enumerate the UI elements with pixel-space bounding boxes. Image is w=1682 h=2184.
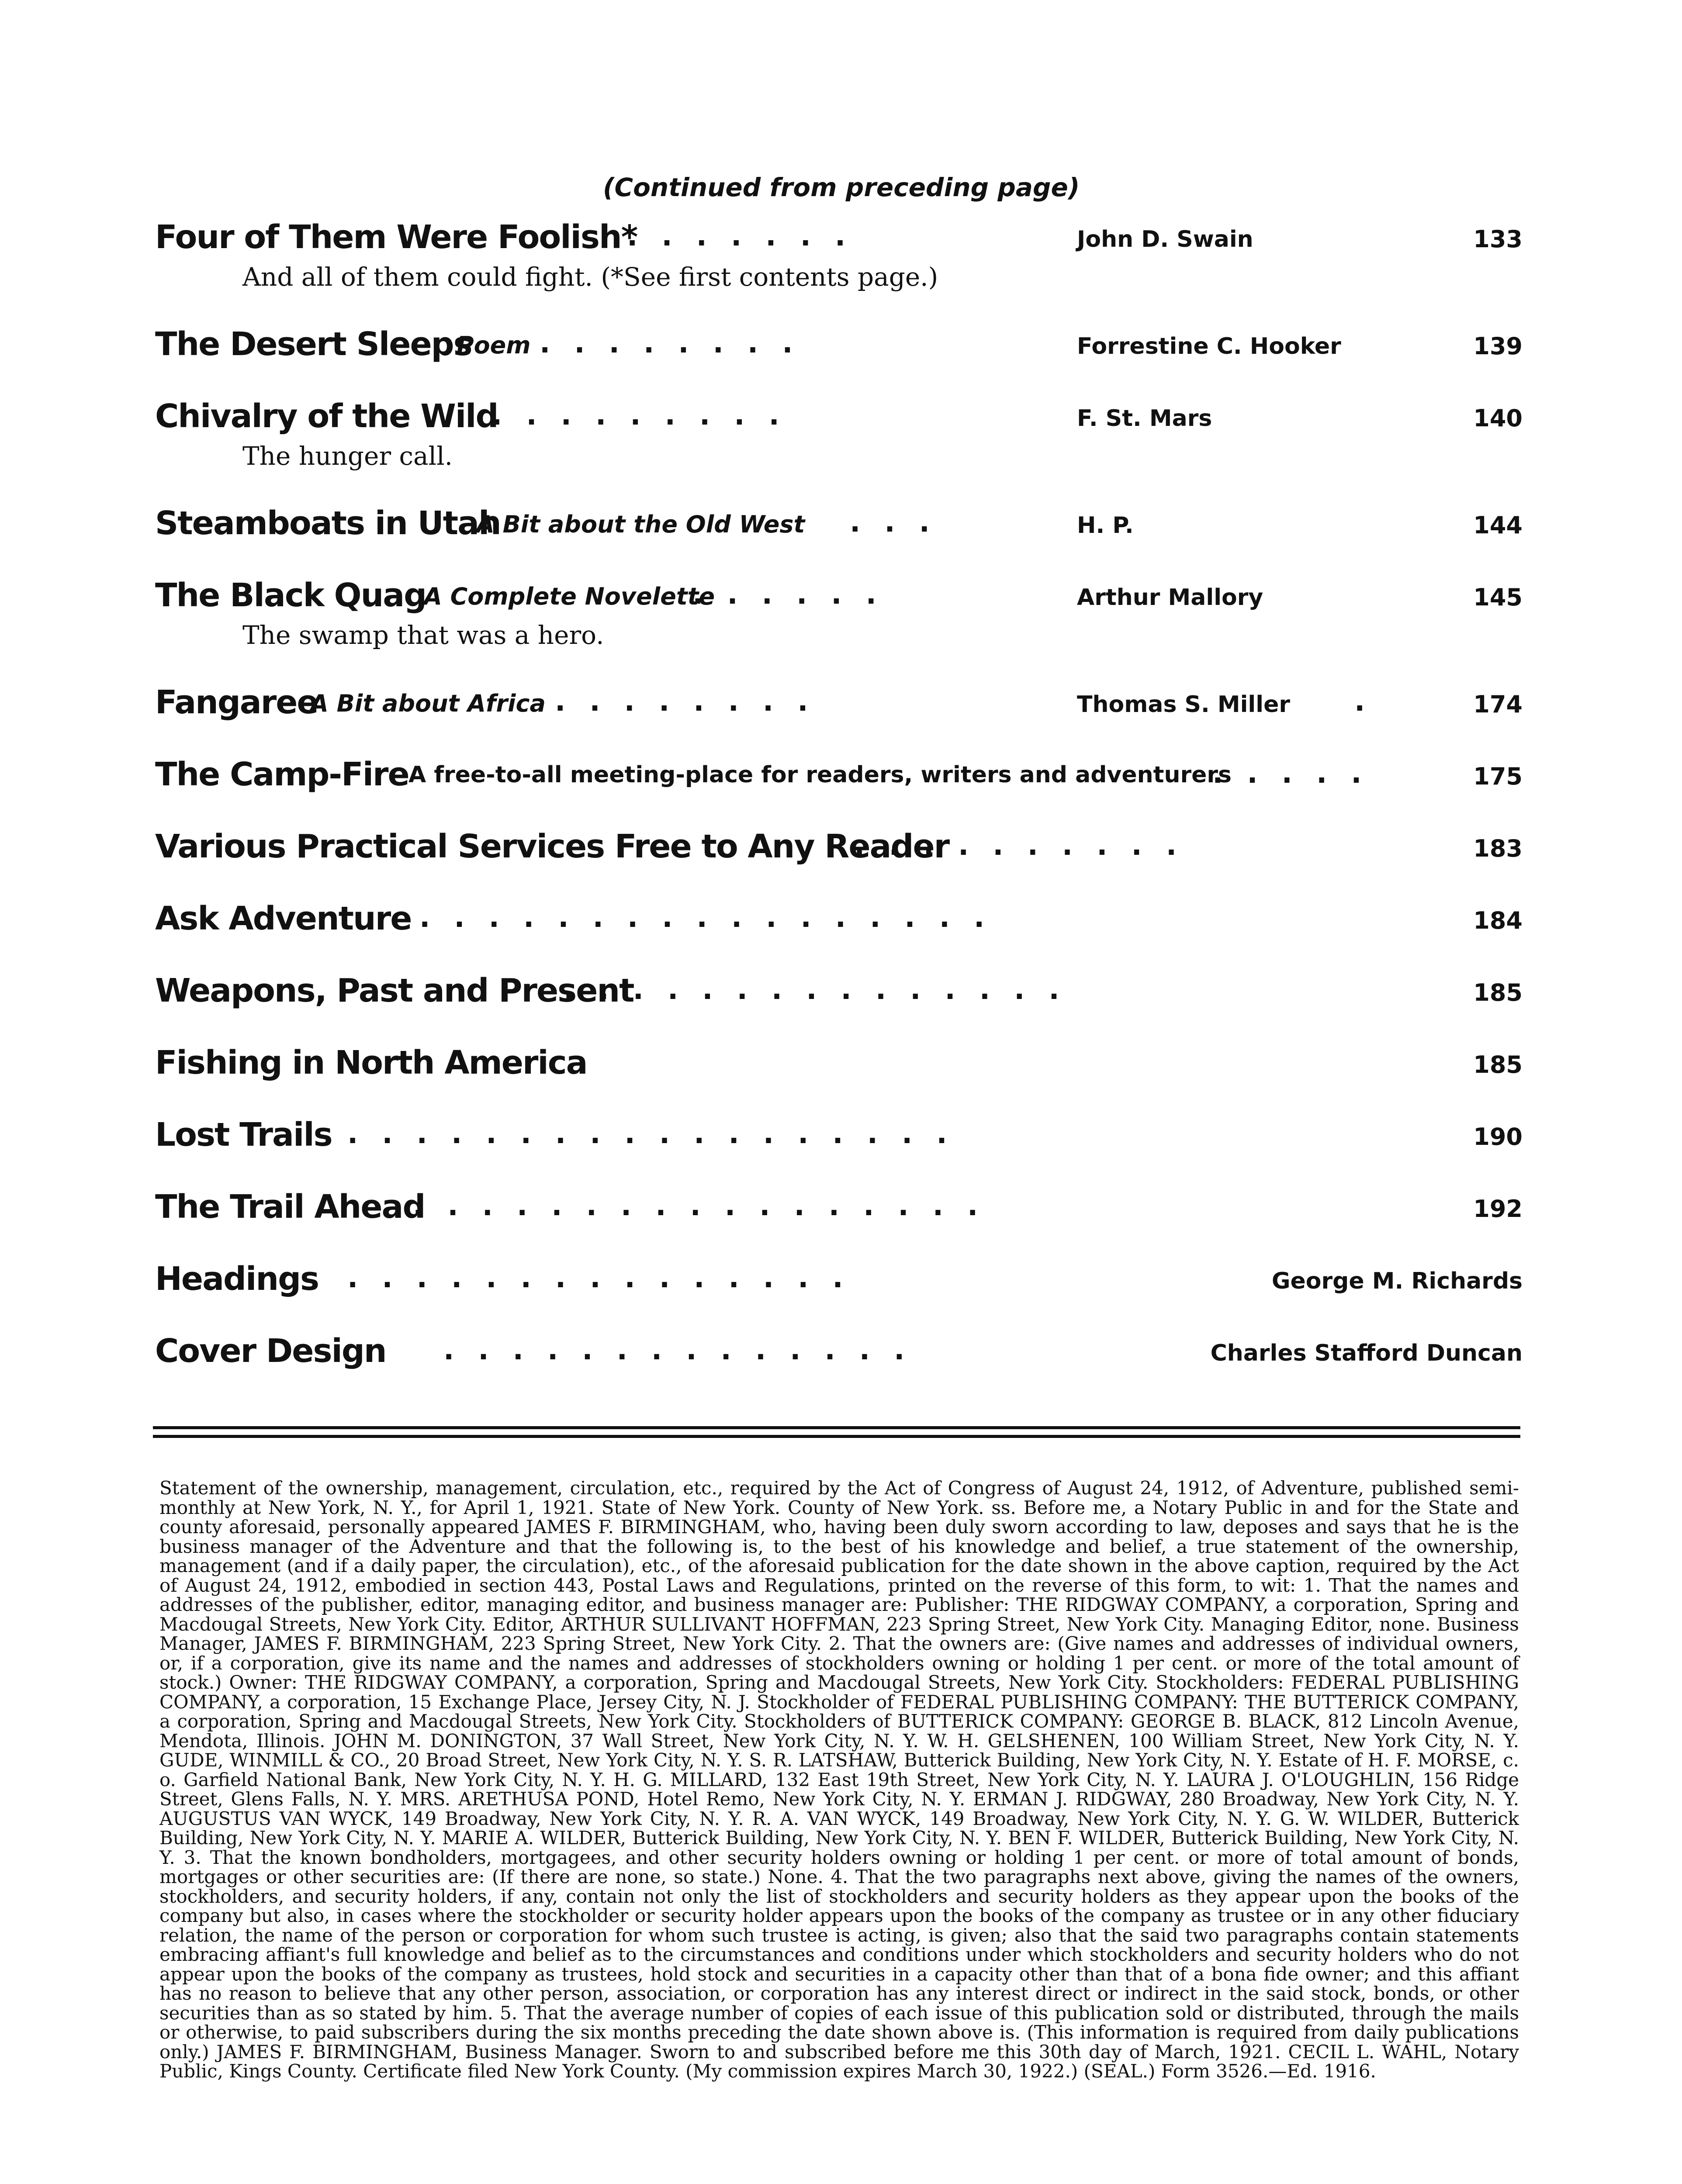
entry-page: 174 — [1473, 691, 1523, 718]
entry-page: 184 — [1473, 907, 1523, 934]
entry-author: George M. Richards — [1271, 1268, 1523, 1294]
toc-entry — [155, 1260, 1523, 1299]
leader-dots: ....... — [627, 220, 870, 252]
leader-dots: ............... — [564, 974, 1083, 1006]
toc-entry — [155, 397, 1523, 471]
leader-dots: .......... — [854, 829, 1201, 862]
entry-title: Fishing in North America — [155, 1044, 587, 1082]
entry-title: Cover Design — [155, 1332, 386, 1370]
leader-dots: . — [1354, 685, 1389, 718]
entry-page: 190 — [1473, 1123, 1523, 1151]
entry-title: Four of Them Were Foolish* — [155, 218, 637, 256]
toc-entry — [155, 900, 1523, 939]
leader-dots: ......... — [491, 399, 803, 432]
toc-entry — [155, 1044, 1523, 1083]
entry-author: Forrestine C. Hooker — [1077, 333, 1341, 359]
ownership-statement: Statement of the ownership, management, circulation, etc., required by the Act of Congress of August 24, 1912, of Adventure, published semi-monthly at New York, N. Y., for April 1, 1921. State of New York. County of New York. ss. Before me, a Notary Public in and for the State and county aforesaid, personally appeared JAMES F. BIRMINGHAM, who, having been duly sworn according to law, deposes and says that he is the business manager of the Adventure and that the following is, to the best of his knowledge and belief, a true statement of the ownership, management (and if a daily paper, the circulation), etc., of the aforesaid publication for the date shown in the above caption, required by the Act of August 24, 1912, embodied in section 443, Postal Laws and Regulations, printed on the reverse of this form, to wit: 1. That the names and addresses of the publisher, editor, managing editor, and business manager are: Publisher: THE RIDGWAY COMPANY, a corporation, Spring and Macdougal Streets, New York City. Editor, ARTHUR SULLIVANT HOFFMAN, 223 Spring Street, New York City. Managing Editor, none. Business Manager, JAMES F. BIRMINGHAM, 223 Spring Street, New York City. 2. That the owners are: (Give names and addresses of individual owners, or, if a corporation, give its name and the names and addresses of stockholders owning or holding 1 per cent. or more of the total amount of stock.) Owner: THE RIDGWAY COMPANY, a corporation, Spring and Macdougal Streets, New York City. Stockholders: FEDERAL PUBLISHING COMPANY, a corporation, 15 Exchange Place, Jersey City, N. J. Stockholder of FEDERAL PUBLISHING COMPANY: THE BUTTERICK COMPANY, a corporation, Spring and Macdougal Streets, New York City. Stockholders of BUTTERICK COMPANY: GEORGE B. BLACK, 812 Lincoln Avenue, Mendota, Illinois. JOHN M. DONINGTON, 37 Wall Street, New York City, N. Y. W. H. GELSHENEN, 100 William Street, New York City, N. Y. GUDE, WINMILL & CO., 20 Broad Street, New York City, N. Y. S. R. LATSHAW, Butterick Building, New York City, N. Y. Estate of H. F. MORSE, c. o. Garfield National Bank, New York City, N. Y. H. G. MILLARD, 132 East 19th Street, New York City, N. Y. LAURA J. O'LOUGHLIN, 156 Ridge Street, Glens Falls, N. Y. MRS. ARETHUSA POND, Hotel Remo, New York City, N. Y. ERMAN J. RIDGWAY, 280 Broadway, New York City, N. Y. AUGUSTUS VAN WYCK, 149 Broadway, New York City, N. Y. R. A. VAN WYCK, 149 Broadway, New York City, N. Y. G. W. WILDER, Butterick Building, New York City, N. Y. MARIE A. WILDER, Butterick Building, New York City, N. Y. BEN F. WILDER, Butterick Building, New York City, N. Y. 3. That the known bondholders, mortgagees, and other security holders owning or holding 1 per cent. or more of total amount of bonds, mortgages or other securities are: (If there are none, so state.) None. 4. That the two paragraphs next above, giving the names of the owners, stockholders, and security holders, if any, contain not only the list of stockholders and security holders as they appear upon the books of the company but also, in cases where the stockholder or security holder appears upon the books of the company as trustee or in any other fiduciary relation, the name of the person or corporation for whom such trustee is acting, is given; also that the said two paragraphs contain statements embracing affiant's full knowledge and belief as to the circumstances and conditions under which stockholders and security holders who do not appear upon the books of the company as trustees, hold stock and securities in a capacity other than that of a bona fide owner; and this affiant has no reason to believe that any other person, association, or corporation has any interest direct or indirect in the said stock, bonds, or other securities than as so stated by him. 5. That the average number of copies of each issue of this publication sold or distributed, through the mails or otherwise, to paid subscribers during the six months preceding the date shown above is. (This information is required from daily publications only.) JAMES F. BIRMINGHAM, Business Manager. Sworn to and subscribed before me this 30th day of March, 1921. CECIL L. WAHL, Notary Public, Kings County. Certificate filed New York County. (My commission expires March 30, 1922.) (SEAL.) Form 3526.—Ed. 1916. — [159, 1477, 1519, 2082]
entry-page: 185 — [1473, 1051, 1523, 1078]
toc-entry — [155, 577, 1523, 650]
leader-dots: ............... — [347, 1262, 867, 1294]
entry-title: Weapons, Past and Present — [155, 972, 634, 1009]
entry-page: 183 — [1473, 835, 1523, 862]
entry-author: John D. Swain — [1077, 226, 1253, 252]
entry-page: 185 — [1473, 979, 1523, 1006]
entry-title: The Desert Sleeps — [155, 325, 472, 363]
leader-dots: .................. — [347, 1118, 971, 1150]
toc-entry — [155, 1188, 1523, 1227]
leader-dots: ... — [850, 506, 954, 539]
entry-page: 140 — [1473, 404, 1523, 432]
entry-author: Charles Stafford Duncan — [1210, 1340, 1523, 1366]
entry-page: 175 — [1473, 763, 1523, 790]
entry-author: Arthur Mallory — [1077, 584, 1263, 611]
entry-description: The hunger call. — [242, 441, 453, 471]
toc-entry — [155, 505, 1523, 544]
toc-entry — [155, 1332, 1523, 1372]
toc-entry — [155, 972, 1523, 1011]
entry-title: Steamboats in Utah — [155, 505, 501, 542]
leader-dots: ................. — [419, 902, 1009, 934]
leader-dots: ................. — [413, 1190, 1002, 1222]
continued-note: (Continued from preceding page) — [603, 173, 1080, 202]
entry-subtitle: A free-to-all meeting-place for readers, writers and adventurers — [408, 762, 1232, 788]
entry-subtitle: A Bit about the Old West — [476, 511, 805, 538]
leader-dots: ........ — [555, 685, 832, 718]
entry-title: Fangaree — [155, 684, 318, 721]
entry-page: 144 — [1473, 511, 1523, 539]
entry-page: 133 — [1473, 225, 1523, 253]
leader-dots: ...... — [692, 578, 900, 611]
toc-entry — [155, 828, 1523, 867]
divider-rule — [153, 1435, 1520, 1438]
entry-title: Ask Adventure — [155, 900, 412, 937]
entry-title: The Trail Ahead — [155, 1188, 425, 1226]
leader-dots: ........ — [540, 327, 817, 359]
divider-rule — [153, 1426, 1520, 1429]
toc-entry — [155, 325, 1523, 365]
entry-title: Headings — [155, 1260, 319, 1298]
entry-title: Lost Trails — [155, 1116, 332, 1154]
leader-dots: .............. — [443, 1334, 929, 1366]
entry-author: F. St. Mars — [1077, 405, 1212, 432]
entry-title: Chivalry of the Wild — [155, 397, 498, 435]
entry-title: Various Practical Services Free to Any Reader — [155, 828, 949, 865]
entry-title: The Camp-Fire — [155, 756, 409, 793]
entry-subtitle: Poem — [457, 332, 531, 359]
toc-entry — [155, 756, 1523, 795]
entry-subtitle: A Complete Novelette — [424, 583, 715, 610]
entry-page: 139 — [1473, 332, 1523, 360]
entry-title: The Black Quag — [155, 577, 426, 614]
toc-entry — [155, 218, 1523, 292]
entry-author: H. P. — [1077, 512, 1134, 539]
entry-page: 145 — [1473, 584, 1523, 611]
toc-entry — [155, 1116, 1523, 1155]
entry-description: The swamp that was a hero. — [242, 620, 604, 650]
toc-entry — [155, 684, 1523, 723]
leader-dots: ..... — [1212, 757, 1386, 790]
entry-description: And all of them could fight. (*See first contents page.) — [242, 262, 938, 292]
entry-subtitle: A Bit about Africa — [310, 690, 546, 717]
entry-author: Thomas S. Miller — [1077, 691, 1290, 718]
entry-page: 192 — [1473, 1195, 1523, 1223]
